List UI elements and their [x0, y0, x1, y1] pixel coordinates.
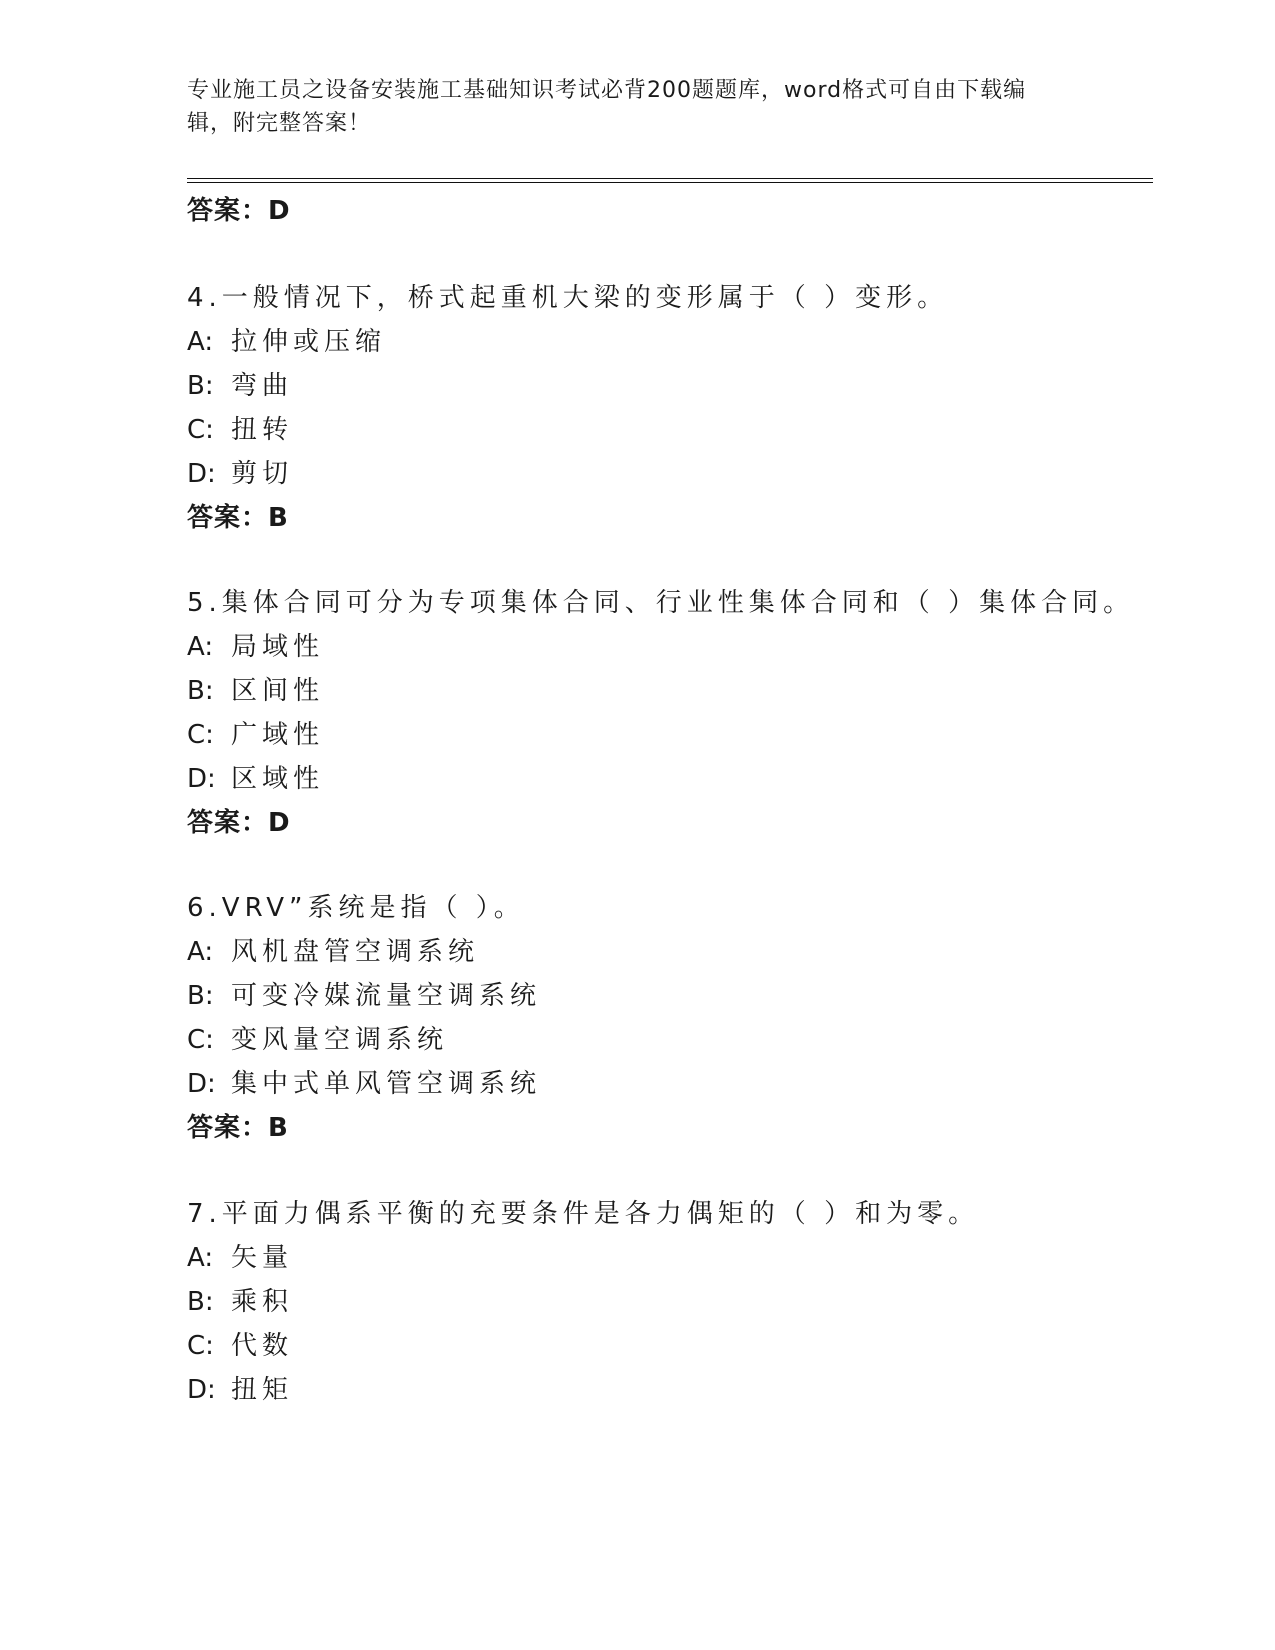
option-letter: D:	[187, 1069, 216, 1099]
option-letter: A:	[187, 1243, 214, 1273]
document-header: 专业施工员之设备安装施工基础知识考试必背200题题库，word格式可自由下载编辑，附完整答案！	[187, 78, 1027, 136]
option-letter: A:	[187, 937, 214, 967]
question-6: 6.VRV”系统是指（ ）。	[187, 893, 525, 923]
option-text: 矢量	[231, 1243, 294, 1273]
option-text: 可变冷媒流量空调系统	[231, 981, 542, 1011]
option-c	[187, 1019, 448, 1056]
option-letter: D:	[187, 459, 216, 489]
option-letter: B:	[187, 676, 214, 706]
option-text: 集中式单风管空调系统	[231, 1069, 542, 1099]
option-c	[187, 409, 293, 446]
option-letter: B:	[187, 371, 214, 401]
option-letter: C:	[187, 1025, 214, 1055]
option-letter: C:	[187, 1331, 214, 1361]
option-a	[187, 931, 479, 968]
option-text: 区间性	[231, 676, 325, 706]
answer-q6: 答案：B	[187, 1113, 289, 1143]
option-b	[187, 975, 541, 1012]
option-c	[187, 1325, 293, 1362]
option-letter: A:	[187, 632, 214, 662]
option-letter: D:	[187, 764, 216, 794]
option-b	[187, 1281, 293, 1318]
option-letter: C:	[187, 720, 214, 750]
option-b	[187, 365, 293, 402]
option-text: 区域性	[231, 764, 325, 794]
option-d	[187, 1063, 541, 1100]
option-letter: B:	[187, 981, 214, 1011]
option-letter: B:	[187, 1287, 214, 1317]
option-text: 乘积	[231, 1287, 294, 1317]
option-text: 扭转	[231, 415, 294, 445]
answer-q5: 答案：D	[187, 808, 291, 838]
option-text: 拉伸或压缩	[231, 327, 387, 357]
question-4: 4.一般情况下，桥式起重机大梁的变形属于（ ）变形。	[187, 283, 949, 313]
option-text: 扭矩	[231, 1375, 294, 1405]
option-letter: A:	[187, 327, 214, 357]
option-letter: D:	[187, 1375, 216, 1405]
option-text: 代数	[231, 1331, 294, 1361]
header-rule-top	[187, 178, 1153, 179]
option-a	[187, 626, 324, 663]
option-d	[187, 1369, 293, 1406]
option-a	[187, 1237, 293, 1274]
question-5: 5.集体合同可分为专项集体合同、行业性集体合同和（ ）集体合同。	[187, 588, 1135, 618]
answer-q4: 答案：B	[187, 503, 289, 533]
answer-q3: 答案：D	[187, 196, 291, 226]
option-a	[187, 321, 386, 358]
option-text: 剪切	[231, 459, 294, 489]
option-text: 广域性	[231, 720, 325, 750]
option-d	[187, 758, 324, 795]
option-text: 风机盘管空调系统	[231, 937, 480, 967]
option-c	[187, 714, 324, 751]
question-7: 7.平面力偶系平衡的充要条件是各力偶矩的（ ）和为零。	[187, 1199, 980, 1229]
option-text: 变风量空调系统	[231, 1025, 449, 1055]
option-letter: C:	[187, 415, 214, 445]
option-text: 弯曲	[231, 371, 294, 401]
header-rule-bottom	[187, 182, 1153, 183]
option-d	[187, 453, 293, 490]
option-b	[187, 670, 324, 707]
option-text: 局域性	[231, 632, 325, 662]
